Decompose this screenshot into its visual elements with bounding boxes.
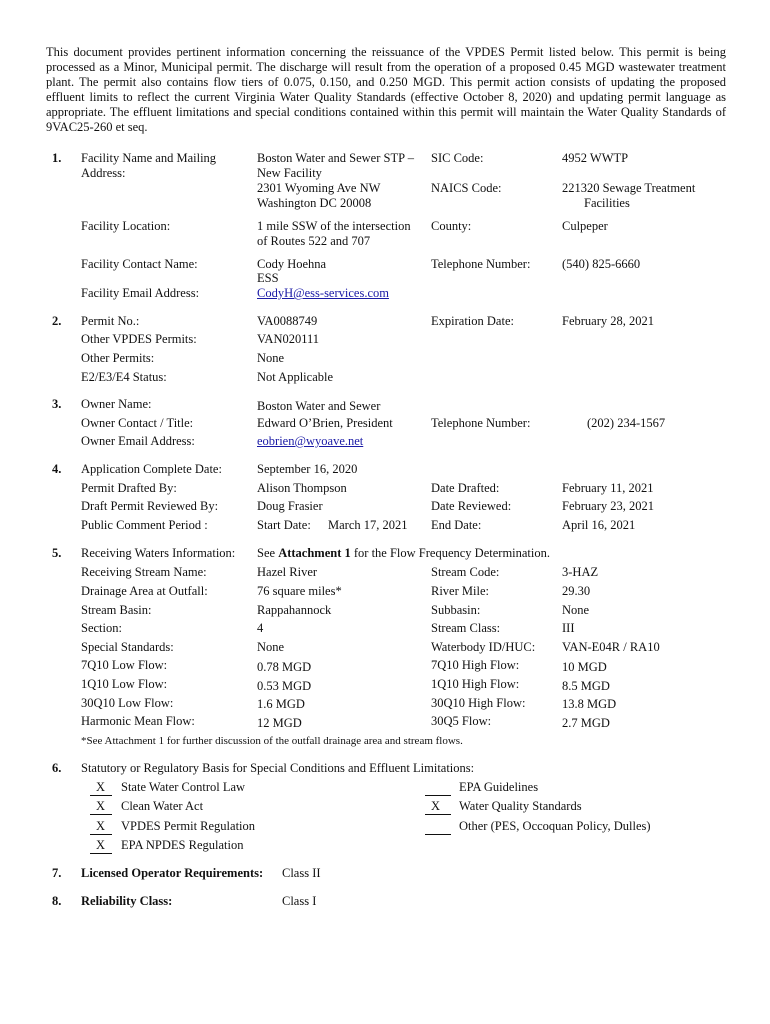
stream-info-value: Rappahannock	[257, 603, 332, 617]
flow-value: 2.7 MGD	[562, 716, 610, 730]
section-number: 6.	[52, 761, 62, 775]
checkbox-line	[90, 814, 112, 815]
reviewed-by-label: Draft Permit Reviewed By:	[81, 499, 219, 513]
owner-name-label: Owner Name:	[81, 397, 152, 411]
intro-paragraph: This document provides pertinent information concerning the reissuance of the VPDES Permit listed below. This permit is being processed as a Minor, Municipal permit. The discharge will result from the operation of a proposed 0.45 MGD wastewater treatment plant. The permit also contains flow tiers of 0.075, 0.150, and 0.250 MGD. This permit action consists of updating the proposed effluent limits to reflect the current Virginia Water Quality Standards (effective October 8, 2020) and updating permit language as appropriate. The effluent limitations and special conditions contained within this permit will maintain the Water Quality Standards of 9VAC25-260 et seq.	[46, 45, 726, 134]
owner-contact-label: Owner Contact / Title:	[81, 416, 194, 430]
end-date-label: End Date:	[431, 518, 482, 532]
facility-location-value: 1 mile SSW of the intersection	[257, 219, 411, 233]
drafted-by-value: Alison Thompson	[257, 481, 347, 495]
flow-label: 1Q10 High Flow:	[431, 677, 520, 691]
checkbox-label: State Water Control Law	[121, 780, 246, 794]
stream-info-label: Special Standards:	[81, 640, 174, 654]
stream-info-value: 3-HAZ	[562, 565, 599, 579]
checkbox-mark[interactable]: X	[96, 838, 106, 852]
stream-info-value: 76 square miles*	[257, 584, 342, 598]
checkbox-line	[425, 834, 451, 835]
checkbox-line	[425, 795, 451, 796]
facility-email-label: Facility Email Address:	[81, 286, 200, 300]
section-number: 1.	[52, 151, 62, 165]
expiration-date-value: February 28, 2021	[562, 314, 654, 328]
sic-code-value: 4952 WWTP	[562, 151, 629, 165]
stream-info-value: III	[562, 621, 575, 635]
owner-contact-value: Edward O’Brien, President	[257, 416, 393, 430]
stream-info-value: None	[562, 603, 590, 617]
flow-label: 7Q10 High Flow:	[431, 658, 520, 672]
start-date-label: Start Date:	[257, 518, 311, 532]
facility-name-label: Facility Name and Mailing	[81, 151, 217, 165]
reliability-class-value: Class I	[282, 894, 317, 908]
stream-info-value: None	[257, 640, 285, 654]
date-reviewed-label: Date Reviewed:	[431, 499, 512, 513]
receiving-waters-suffix: for the Flow Frequency Determination.	[350, 546, 551, 560]
naics-code-label: NAICS Code:	[431, 181, 502, 195]
checkbox-mark[interactable]: X	[96, 799, 106, 813]
flow-value: 8.5 MGD	[562, 679, 610, 693]
checkbox-mark[interactable]: X	[96, 780, 106, 794]
checkbox-mark[interactable]: X	[96, 819, 106, 833]
stream-info-label: Stream Class:	[431, 621, 501, 635]
section-number: 8.	[52, 894, 62, 908]
regulatory-basis-title: Statutory or Regulatory Basis for Special Conditions and Effluent Limitations:	[81, 761, 475, 775]
stream-info-value: Hazel River	[257, 565, 318, 579]
stream-info-value: VAN-E04R / RA10	[562, 640, 660, 654]
naics-code-value: 221320 Sewage Treatment	[562, 181, 696, 195]
facility-phone-label: Telephone Number:	[431, 257, 531, 271]
reviewed-by-value: Doug Frasier	[257, 499, 323, 513]
flow-label: 30Q10 Low Flow:	[81, 696, 174, 710]
end-date-value: April 16, 2021	[562, 518, 636, 532]
county-label: County:	[431, 219, 472, 233]
start-date-value: March 17, 2021	[328, 518, 408, 532]
other-vpdes-label: Other VPDES Permits:	[81, 332, 197, 346]
flow-label: 30Q5 Flow:	[431, 714, 492, 728]
permit-no-value: VA0088749	[257, 314, 318, 328]
stream-info-value: 29.30	[562, 584, 591, 598]
application-date-label: Application Complete Date:	[81, 462, 222, 476]
checkbox-mark[interactable]: X	[431, 799, 441, 813]
facility-address-street: 2301 Wyoming Ave NW	[257, 181, 381, 195]
facility-location-value-2: of Routes 522 and 707	[257, 234, 371, 248]
stream-info-label: Waterbody ID/HUC:	[431, 640, 536, 654]
owner-phone-label: Telephone Number:	[431, 416, 531, 430]
stream-info-label: Drainage Area at Outfall:	[81, 584, 208, 598]
checkbox-line	[425, 814, 451, 815]
section-number: 7.	[52, 866, 62, 880]
checkbox-line	[90, 834, 112, 835]
date-reviewed-value: February 23, 2021	[562, 499, 654, 513]
facility-email-link[interactable]: CodyH@ess-services.com	[257, 286, 389, 300]
date-drafted-value: February 11, 2021	[562, 481, 654, 495]
owner-name-value: Boston Water and Sewer	[257, 399, 381, 413]
checkbox-label: EPA NPDES Regulation	[121, 838, 244, 852]
checkbox-label: Other (PES, Occoquan Policy, Dulles)	[459, 819, 651, 833]
sic-code-label: SIC Code:	[431, 151, 484, 165]
flow-label: 30Q10 High Flow:	[431, 696, 526, 710]
stream-info-label: Stream Code:	[431, 565, 500, 579]
comment-period-label: Public Comment Period :	[81, 518, 208, 532]
facility-phone-value: (540) 825-6660	[562, 257, 641, 271]
receiving-waters-label: Receiving Waters Information:	[81, 546, 236, 560]
facility-name-value: Boston Water and Sewer STP –	[257, 151, 414, 165]
receiving-waters-prefix: See	[257, 546, 279, 560]
flow-label: 7Q10 Low Flow:	[81, 658, 168, 672]
facility-contact-name: Cody Hoehna	[257, 257, 327, 271]
facility-contact-org: ESS	[257, 271, 279, 285]
other-permits-label: Other Permits:	[81, 351, 155, 365]
flow-value: 12 MGD	[257, 716, 302, 730]
drafted-by-label: Permit Drafted By:	[81, 481, 177, 495]
other-vpdes-value: VAN020111	[257, 332, 320, 346]
checkbox-label: Water Quality Standards	[459, 799, 582, 813]
facility-name-label-2: Address:	[81, 166, 126, 180]
e2-status-value: Not Applicable	[257, 370, 334, 384]
owner-phone-value: (202) 234-1567	[587, 416, 666, 430]
facility-address-city: Washington DC 20008	[257, 196, 372, 210]
facility-name-value-2: New Facility	[257, 166, 322, 180]
expiration-date-label: Expiration Date:	[431, 314, 514, 328]
section-number: 2.	[52, 314, 62, 328]
flow-value: 1.6 MGD	[257, 697, 305, 711]
section-number: 3.	[52, 397, 62, 411]
operator-requirements-value: Class II	[282, 866, 321, 880]
owner-email-link[interactable]: eobrien@wyoave.net	[257, 434, 364, 448]
checkbox-line	[90, 853, 112, 854]
attachment-reference: Attachment 1	[278, 546, 351, 560]
section-number: 5.	[52, 546, 62, 560]
flow-label: Harmonic Mean Flow:	[81, 714, 195, 728]
operator-requirements-label: Licensed Operator Requirements:	[81, 866, 264, 880]
receiving-waters-value	[257, 546, 550, 561]
flow-value: 0.78 MGD	[257, 660, 312, 674]
footnote: *See Attachment 1 for further discussion of the outfall drainage area and stream flows.	[81, 735, 463, 747]
stream-info-label: Subbasin:	[431, 603, 481, 617]
county-value: Culpeper	[562, 219, 608, 233]
permit-no-label: Permit No.:	[81, 314, 140, 328]
date-drafted-label: Date Drafted:	[431, 481, 500, 495]
reliability-class-label: Reliability Class:	[81, 894, 173, 908]
e2-status-label: E2/E3/E4 Status:	[81, 370, 167, 384]
section-number: 4.	[52, 462, 62, 476]
other-permits-value: None	[257, 351, 285, 365]
flow-value: 10 MGD	[562, 660, 607, 674]
checkbox-label: EPA Guidelines	[459, 780, 539, 794]
checkbox-label: Clean Water Act	[121, 799, 204, 813]
stream-info-label: River Mile:	[431, 584, 489, 598]
owner-email-label: Owner Email Address:	[81, 434, 195, 448]
flow-value: 0.53 MGD	[257, 679, 312, 693]
stream-info-label: Stream Basin:	[81, 603, 152, 617]
stream-info-label: Receiving Stream Name:	[81, 565, 207, 579]
naics-code-value-2: Facilities	[584, 196, 630, 210]
stream-info-value: 4	[257, 621, 264, 635]
flow-label: 1Q10 Low Flow:	[81, 677, 168, 691]
flow-value: 13.8 MGD	[562, 697, 617, 711]
application-date-value: September 16, 2020	[257, 462, 358, 476]
checkbox-label: VPDES Permit Regulation	[121, 819, 256, 833]
checkbox-line	[90, 795, 112, 796]
stream-info-label: Section:	[81, 621, 122, 635]
facility-contact-label: Facility Contact Name:	[81, 257, 198, 271]
facility-location-label: Facility Location:	[81, 219, 171, 233]
